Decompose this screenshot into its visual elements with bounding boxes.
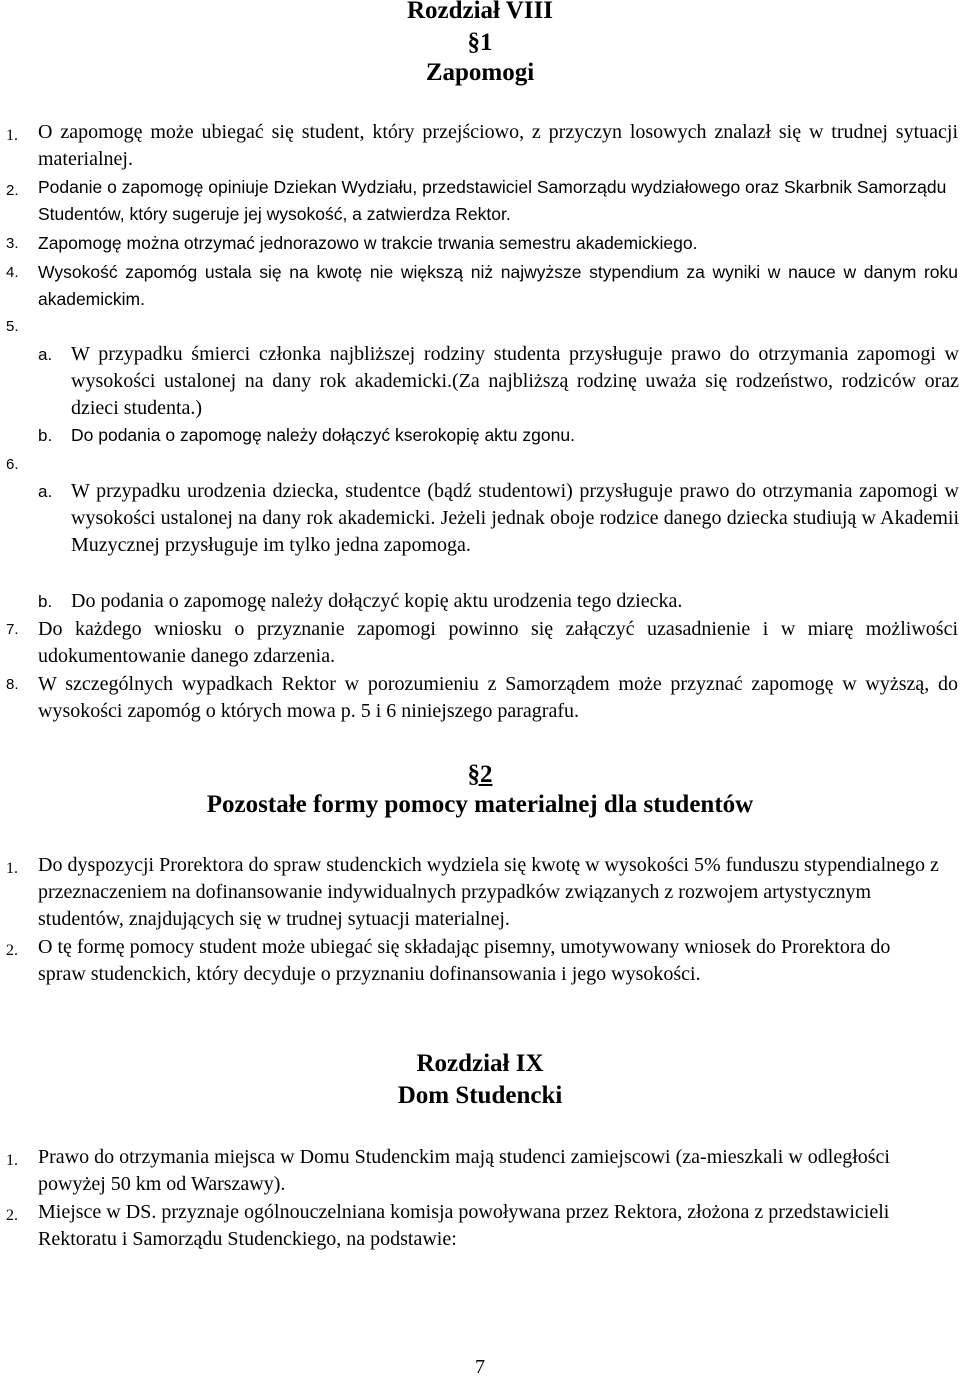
item-number: 6. [6, 456, 19, 473]
item-number: 1. [6, 1152, 18, 1169]
sub-item-text: W przypadku śmierci członka najbliższej rodziny studenta przysługuje prawo do otrzymania zapomogi w wysokości ustalonej na dany rok akademicki.(Za najbliższą rodzinę uważa się rodzeństwo, rodziców oraz dzieci studenta.) [71, 343, 959, 419]
item-text: Wysokość zapomóg ustala się na kwotę nie większą niż najwyższe stypendium za wyniki w nauce w danym roku akademickim. [38, 262, 958, 309]
page-number: 7 [475, 1356, 485, 1378]
item-text: Do każdego wniosku o przyznanie zapomogi powinno się załączyć uzasadnienie i w miarę możliwości udokumentowanie danego zdarzenia. [38, 618, 958, 667]
item-text: O tę formę pomocy student może ubiegać się składając pisemny, umotywowany wniosek do Prorektora do spraw studenckich, który decyduje o przyznaniu dofinansowania i jego wysokości. [38, 936, 891, 985]
item-number: 7. [6, 621, 19, 638]
sub-item-letter: a. [38, 345, 53, 364]
sub-item-text: W przypadku urodzenia dziecka, studentce (bądź studentowi) przysługuje prawo do otrzymania zapomogi w wysokości ustalonej na dany rok akademicki. Jeżeli jednak oboje rodzice danego dziecka studiują w Akademii Muzycznej przysługuje im tylko jedna zapomoga. [71, 480, 959, 556]
item-text: Do dyspozycji Prorektora do spraw studenckich wydziela się kwotę w wysokości 5% funduszu stypendialnego z przeznaczeniem na dofinansowanie indywidualnych przypadków związanych z rozwojem artystycznym studentów, znajdujących się w trudnej sytuacji materialnej. [38, 854, 939, 930]
item-text: Miejsce w DS. przyznaje ogólnouczelniana komisja powoływana przez Rektora, złożona z przedstawicieli Rektoratu i Samorządu Studenckiego, na podstawie: [38, 1201, 890, 1250]
item-number: 3. [6, 235, 19, 252]
sub-item-text: Do podania o zapomogę należy dołączyć kopię aktu urodzenia tego dziecka. [71, 590, 683, 612]
item-number: 1. [6, 127, 18, 144]
section-title: Pozostałe formy pomocy materialnej dla studentów [206, 791, 754, 818]
sub-item-letter: b. [38, 426, 53, 445]
chapter-title: Rozdział VIII [406, 0, 554, 24]
chapter-subtitle: Dom Studencki [397, 1082, 563, 1109]
section-title: Zapomogi [425, 59, 535, 86]
item-number: 2. [6, 1207, 18, 1224]
item-number: 1. [6, 860, 18, 877]
item-text: Prawo do otrzymania miejsca w Domu Studenckim mają studenci zamiejscowi (za-mieszkali w odległości powyżej 50 km od Warszawy). [38, 1146, 890, 1195]
sub-item-text: Do podania o zapomogę należy dołączyć kserokopię aktu zgonu. [71, 425, 575, 445]
item-text: Zapomogę można otrzymać jednorazowo w trakcie trwania semestru akademickiego. [38, 233, 698, 253]
section-mark: §1 [467, 29, 493, 56]
item-text: Podanie o zapomogę opiniuje Dziekan Wydziału, przedstawiciel Samorządu wydziałowego oraz Skarbnik Samorządu Studentów, który sugeruje jej wysokość, a zatwierdza Rektor. [38, 177, 947, 224]
item-text: W szczególnych wypadkach Rektor w porozumieniu z Samorządem może przyznać zapomogę w wyższą, do wysokości zapomóg o których mowa p. 5 i 6 niniejszego paragrafu. [38, 673, 958, 722]
sub-item-letter: b. [38, 592, 53, 611]
section-mark: §2 [467, 761, 493, 788]
item-number: 2. [6, 182, 19, 199]
item-number: 8. [6, 676, 19, 693]
item-number: 4. [6, 264, 19, 281]
item-text: O zapomogę może ubiegać się student, który przejściowo, z przyczyn losowych znalazł się w trudnej sytuacji materialnej. [38, 121, 958, 170]
sub-item-letter: a. [38, 482, 53, 501]
item-number: 5. [6, 318, 19, 335]
item-number: 2. [6, 942, 18, 959]
chapter-title: Rozdział IX [416, 1050, 544, 1077]
